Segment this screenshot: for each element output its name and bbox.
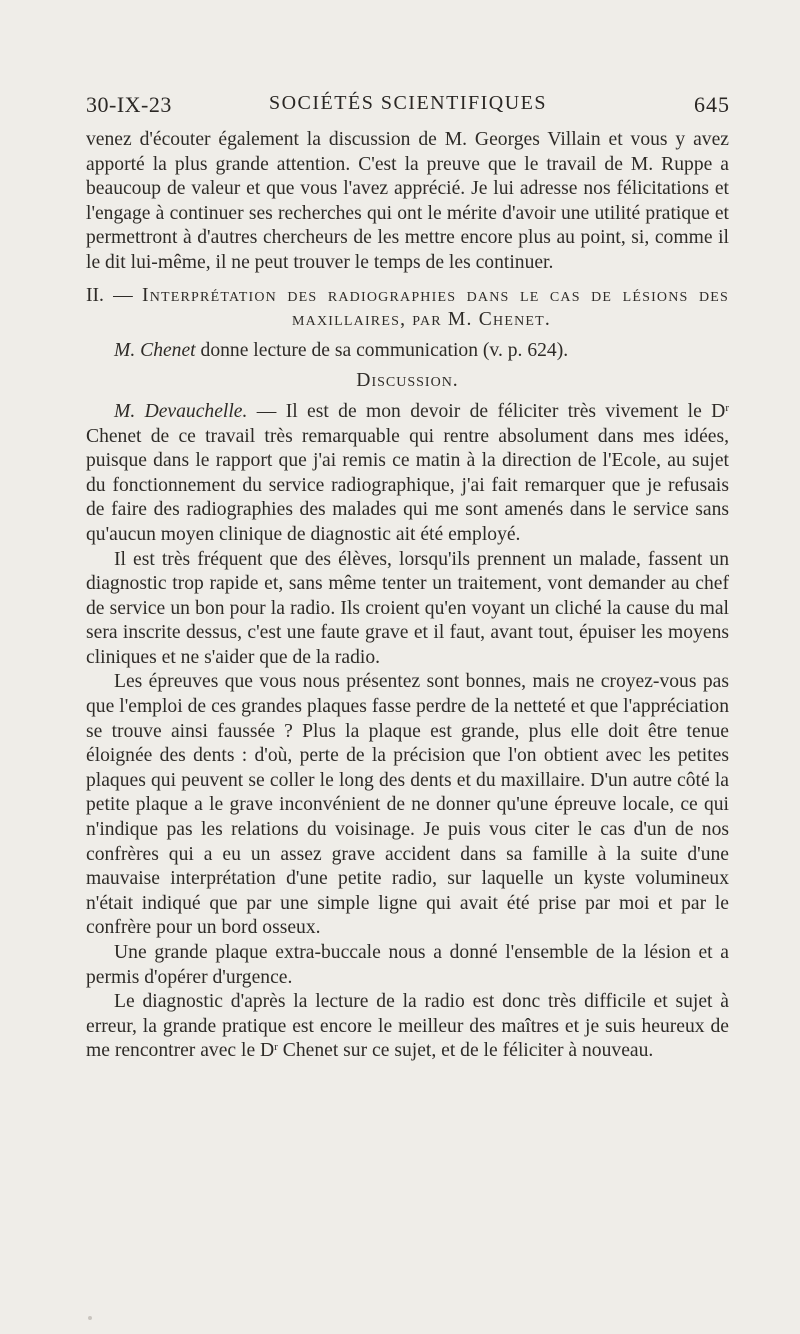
- speaker-chenet: M. Chenet: [114, 339, 196, 361]
- paragraph-communication: [86, 339, 729, 364]
- header-title: SOCIÉTÉS SCIENTIFIQUES: [268, 92, 547, 114]
- paragraph-plates: Les épreuves que vous nous présentez sont bonnes, mais ne croyez-vous pas que l'emploi de ces grandes plaques fasse perdre de la netteté et que l'appréciation se trouve ainsi faussée ? Plus la plaque est grande, plus elle doit être tenue éloignée des dents : d'où, perte de la précision que l'on obtient avec les petites plaques qui peuvent se coller le long des dents et du maxillaire. D'un autre côté la petite plaque a le grave inconvénient de ne donner qu'une épreuve locale, ce qui n'indique pas les relations du voisinage. Je puis vous citer le cas d'un de nos confrères qui a eu un assez grave accident dans sa famille à la suite d'une mauvaise interprétation d'une petite radio, sur laquelle un kyste volumineux n'était indiqué que par une simple ligne qui avait été prise par moi et par le confrère pour un bord osseux.: [86, 671, 729, 939]
- section-number: II. —: [86, 284, 133, 306]
- paragraph-continuation: venez d'écouter également la discussion de M. Georges Villain et vous y avez apporté la plus grande attention. C'est la preuve que le travail de M. Ruppe a beaucoup de valeur et que vous l'avez apprécié. Je lui adresse nos félicitations et l'engage à continuer ses recherches qui ont le mérite d'avoir une utilité pratique et permettront à d'autres chercheurs de les mettre encore plus au point, si, comme il le dit lui-même, il ne peut trouver le temps de les continuer.: [86, 129, 729, 273]
- paragraph-conclusion: [86, 990, 729, 1064]
- conclusion-text-b: Chenet sur ce sujet, et de le féliciter à nouveau.: [277, 1040, 654, 1062]
- conclusion-text-a: Le diagnostic d'après la lecture de la radio est donc très difficile et sujet à erreur, la grande pratique est encore le meilleur des maîtres et je suis heureux de me rencontrer avec le D: [86, 991, 729, 1062]
- paragraph-students: Il est très fréquent que des élèves, lorsqu'ils prennent un malade, fassent un diagnostic trop rapide et, sans même tenter un traitement, vont demander au chef de service un bon pour la radio. Ils croient qu'en voyant un cliché la cause du mal sera inscrite dessus, c'est une faute grave et il faut, avant tout, épuiser les moyens cliniques et ne s'aider que de la radio.: [86, 548, 729, 668]
- page-number: 645: [694, 92, 730, 117]
- paragraph-devauchelle: [86, 400, 729, 548]
- section-title: [86, 284, 729, 333]
- devauchelle-text-a: — Il est de mon devoir de féliciter très vivement le D: [247, 400, 726, 422]
- communication-text: donne lecture de sa communication (v. p. 624).: [195, 339, 569, 361]
- devauchelle-text-b: Chenet de ce travail très remarquable qui rentre absolument dans mes idées, puisque dans le rapport que j'ai remis ce matin à la direction de l'Ecole, au sujet du fonctionnement du service radiographique, j'ai fait remarquer que je refusais de faire des radiographies des malades qui me sont amenés dans le service sans qu'aucun moyen clinique de diagnostic ait été employé.: [86, 425, 729, 545]
- speaker-devauchelle: M. Devauchelle.: [114, 400, 248, 422]
- discussion-heading: Discussion.: [356, 370, 459, 392]
- paper-speck: [88, 1316, 92, 1320]
- paragraph-extra-buccal: Une grande plaque extra-buccale nous a donné l'ensemble de la lésion et a permis d'opérer d'urgence.: [86, 942, 729, 988]
- superscript-r-2: r: [274, 1041, 278, 1054]
- section-title-text: Interprétation des radiographies dans le cas de lésions des maxillaires, par M. Chenet.: [141, 284, 729, 331]
- header-date: 30-IX-23: [86, 92, 172, 117]
- superscript-r: r: [725, 401, 729, 414]
- running-header: [86, 92, 730, 122]
- body-text: [86, 128, 729, 1064]
